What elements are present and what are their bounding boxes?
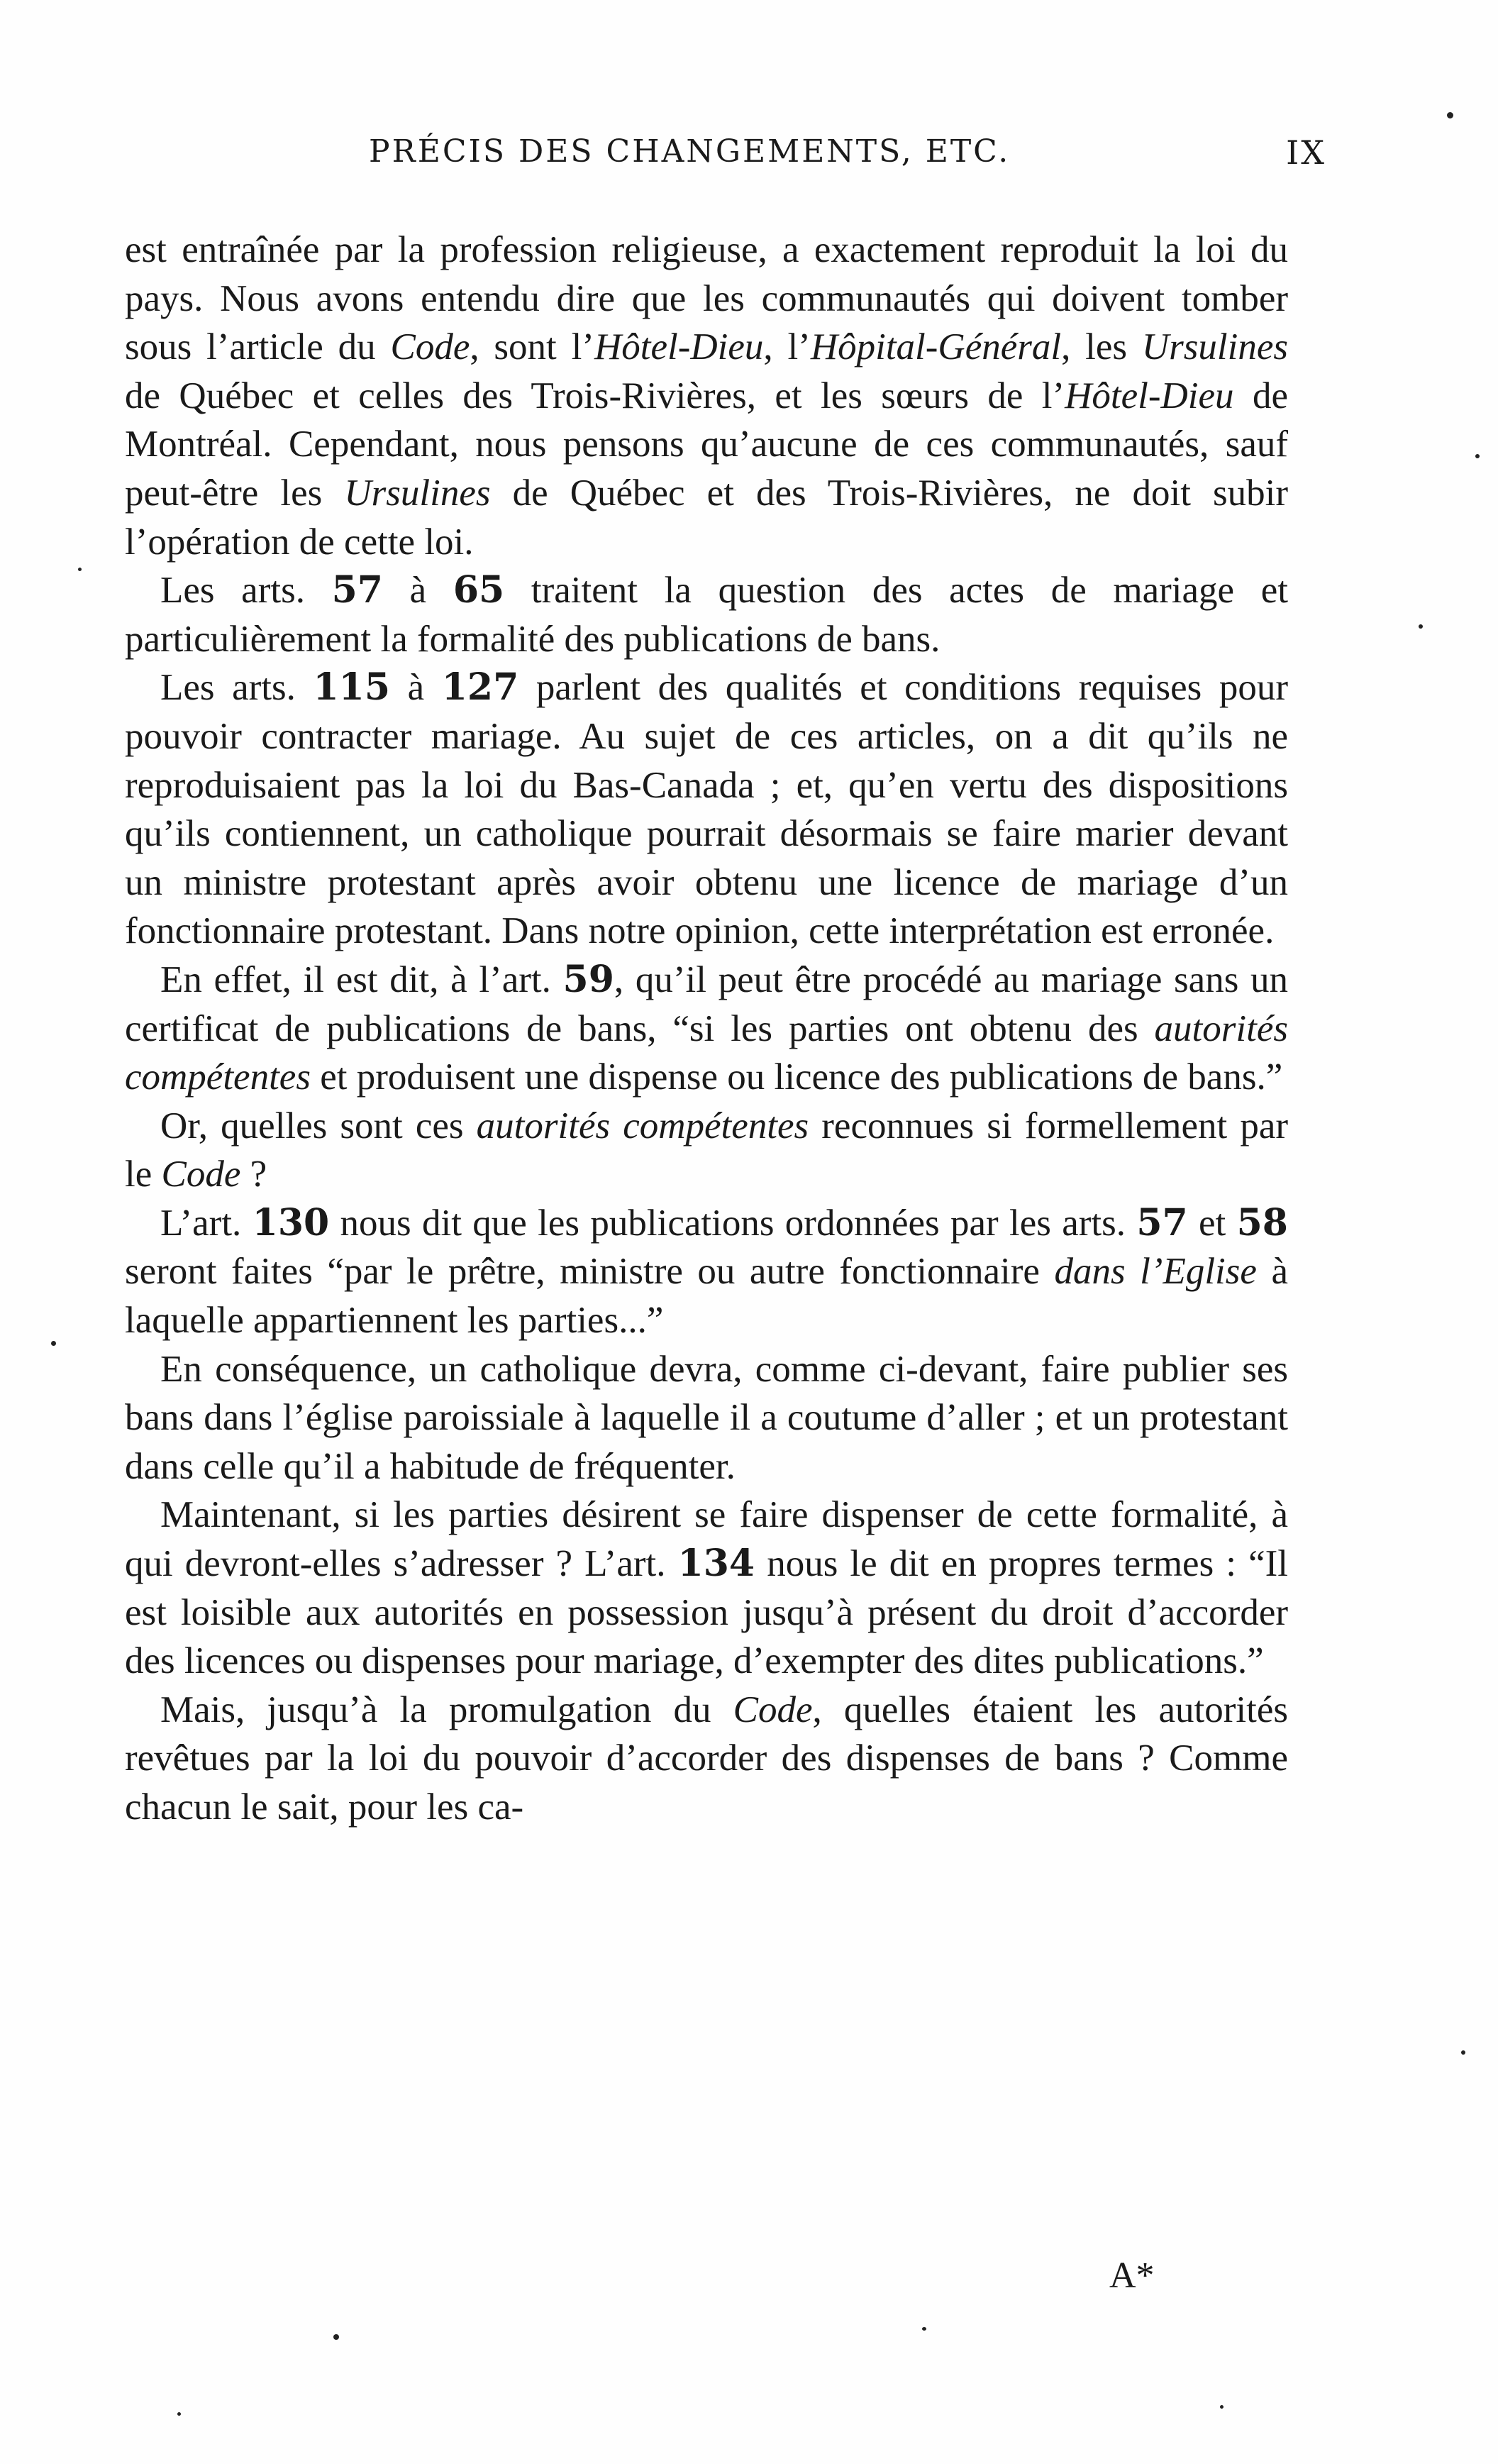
print-speck: [1461, 2050, 1465, 2055]
article-number: 130: [252, 1200, 330, 1244]
italic-text: Code: [733, 1689, 813, 1730]
text-run: , les: [1061, 326, 1142, 368]
text-run: à laquelle appartiennent les parties...”: [125, 1251, 1288, 1342]
text-run: nous le dit en propres termes : “Il est loisible aux autorités en possession jusqu’à présent du droit d’accorder des licences ou dispenses pour mariage, d’exempter des dites publications.”: [125, 1543, 1288, 1682]
paragraph: [125, 1102, 1288, 1199]
paragraph: [125, 1491, 1288, 1685]
article-number: 59: [562, 957, 614, 1001]
text-run: de Montréal. Cependant, nous pensons qu’aucune de ces communautés, sauf peut-être les: [125, 375, 1288, 514]
text-run: et: [1187, 1202, 1237, 1244]
text-run: L’art.: [160, 1202, 253, 1244]
text-run: de Québec et des Trois-Rivières, ne doit subir l’opération de cette loi.: [125, 472, 1288, 563]
print-speck: [1475, 454, 1480, 458]
italic-text: Hôpital-Général: [810, 326, 1062, 368]
italic-text: Code: [161, 1154, 241, 1195]
paragraph: [125, 663, 1288, 956]
article-number: 65: [453, 568, 505, 612]
article-number: 57: [1136, 1200, 1188, 1244]
text-run: de Québec et celles des Trois-Rivières, et les sœurs de l’: [125, 375, 1065, 416]
italic-text: Code: [390, 326, 470, 368]
article-number: 115: [313, 665, 391, 709]
italic-text: Hôtel-Dieu: [1065, 375, 1234, 416]
article-number: 58: [1236, 1200, 1288, 1244]
text-run: Or, quelles sont ces: [160, 1105, 477, 1147]
text-run: Les arts.: [160, 667, 314, 709]
text-run: En effet, il est dit, à l’art.: [160, 958, 563, 1000]
print-speck: [51, 1341, 56, 1346]
text-run: parlent des qualités et conditions requises pour pouvoir contracter mariage. Au sujet de ces articles, on a dit qu’ils ne reproduisaient pas la loi du Bas-Canada ; et, qu’en vertu des dispositions qu’ils contiennent, un catholique pourrait désormais se faire marier devant un ministre protestant après avoir obtenu une licence de mariage d’un fonctionnaire protestant. Dans notre opinion, cette interprétation est erronée.: [125, 667, 1288, 952]
text-run: à: [383, 570, 453, 612]
text-run: , quelles étaient les autorités revêtues par la loi du pouvoir d’accorder des dispenses de bans ? Comme chacun le sait, pour les ca-: [125, 1689, 1288, 1828]
print-speck: [922, 2327, 926, 2331]
text-run: ?: [240, 1154, 267, 1195]
print-speck: [1447, 112, 1453, 118]
text-run: et produisent une dispense ou licence des publications de bans.”: [310, 1056, 1283, 1098]
article-number: 57: [331, 568, 383, 612]
text-run: est entraînée par la profession religieuse, a exactement reproduit la loi du pays. Nous avons entendu dire que les communautés qui doivent tomber sous l’article du: [125, 229, 1288, 368]
text-run: Maintenant, si les parties désirent se faire dispenser de cette formalité, à qui devront-elles s’adresser ? L’art.: [125, 1494, 1288, 1585]
article-number: 127: [441, 665, 519, 709]
text-run: seront faites “par le prêtre, ministre ou autre fonctionnaire: [125, 1251, 1055, 1293]
text-run: traitent la question des actes de mariage et particulièrement la formalité des publications de bans.: [125, 570, 1288, 660]
print-speck: [78, 568, 82, 571]
running-head: [355, 133, 1326, 176]
italic-text: autorités compétentes: [125, 1007, 1288, 1098]
signature-mark: A*: [1109, 2255, 1155, 2296]
text-run: , qu’il peut être procédé au mariage sans un certificat de publications de bans, “si les parties ont obtenu des: [125, 958, 1289, 1049]
body-text: [125, 226, 1288, 1832]
running-head-title: PRÉCIS DES CHANGEMENTS, ETC.: [369, 133, 1011, 170]
paragraph: [125, 956, 1288, 1102]
text-run: En conséquence, un catholique devra, comme ci-devant, faire publier ses bans dans l’église paroissiale à laquelle il a coutume d’aller ; et un protestant dans celle qu’il a habitude de fréquenter.: [125, 1348, 1288, 1487]
text-run: Mais, jusqu’à la promulgation du: [160, 1689, 733, 1730]
text-run: , sont l’: [470, 326, 594, 368]
text-run: reconnues si formellement par le: [125, 1105, 1288, 1195]
paragraph: [125, 566, 1288, 663]
text-run: à: [390, 667, 442, 709]
text-run: nous dit que les publications ordonnées par les arts.: [329, 1202, 1137, 1244]
print-speck: [333, 2334, 339, 2340]
text-run: Les arts.: [160, 570, 332, 612]
italic-text: Hôtel-Dieu: [594, 326, 764, 368]
article-number: 134: [677, 1542, 755, 1586]
paragraph: [125, 1686, 1288, 1832]
italic-text: Ursulines: [1141, 326, 1288, 368]
paragraph: [125, 226, 1288, 566]
print-speck: [1419, 624, 1423, 629]
italic-text: dans l’Eglise: [1054, 1251, 1257, 1293]
print-speck: [1220, 2405, 1224, 2409]
paragraph: [125, 1199, 1288, 1345]
print-speck: [177, 2412, 181, 2416]
italic-text: Ursulines: [344, 472, 491, 514]
paragraph: [125, 1345, 1288, 1491]
text-run: , l’: [763, 326, 811, 368]
page-number: IX: [1286, 133, 1326, 172]
italic-text: autorités compétentes: [476, 1105, 809, 1147]
